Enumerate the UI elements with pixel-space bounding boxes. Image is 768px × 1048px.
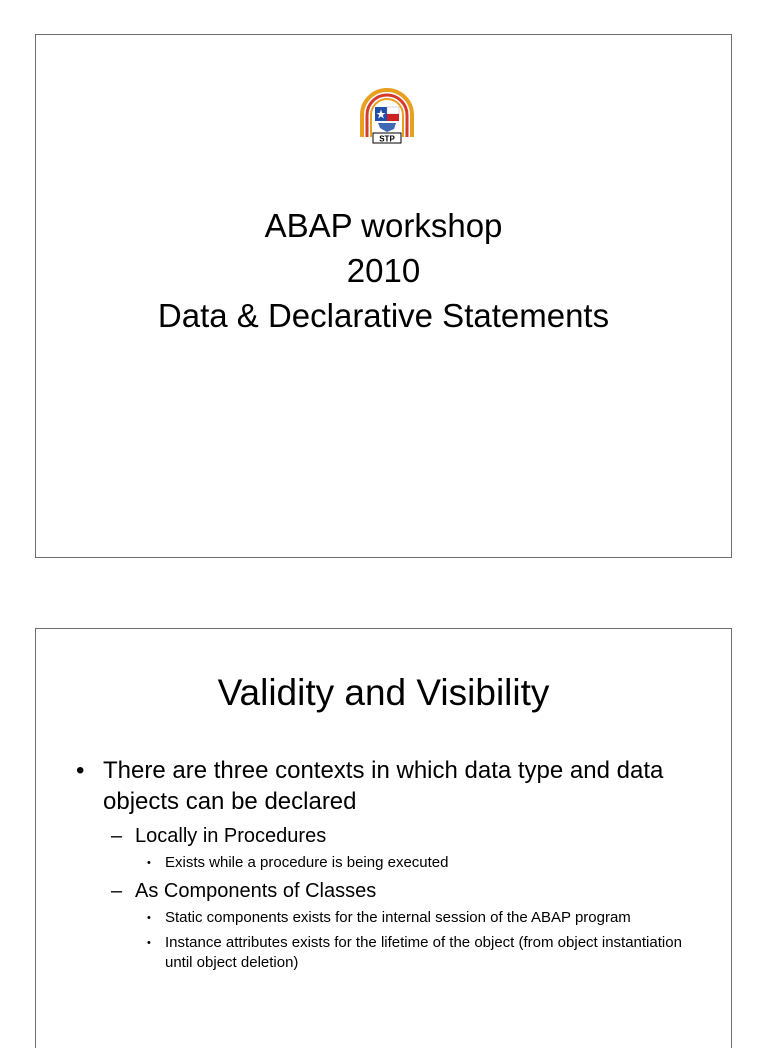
bullet-item <box>36 755 731 817</box>
bullet-list <box>36 755 731 978</box>
bullet-text: There are three contexts in which data type and data objects can be declared <box>103 757 664 815</box>
sub-sub-bullet-item <box>36 853 731 873</box>
title-slide <box>35 34 732 558</box>
sub-sub-bullet-text: Static components exists for the internal session of the ABAP program <box>165 909 631 926</box>
sub-sub-bullet-text: Exists while a procedure is being executed <box>165 854 449 871</box>
dash-mark: – <box>111 825 123 847</box>
sub-bullet-item <box>36 823 731 849</box>
title-line-3: Data & Declarative Statements <box>157 297 610 334</box>
logo-graphic <box>356 85 418 147</box>
svg-text:STP: STP <box>379 134 395 144</box>
sub-bullet-text: As Components of Classes <box>135 880 377 902</box>
sub-sub-bullet-item <box>36 908 731 928</box>
bullet-mark: • <box>147 912 151 924</box>
dash-mark: – <box>111 880 123 902</box>
sub-sub-bullet-text: Instance attributes exists for the lifetime of the object (from object instantiation until object deletion) <box>165 934 682 971</box>
presentation-title <box>36 203 731 338</box>
sub-bullet-text: Locally in Procedures <box>135 825 327 847</box>
slide-title: Validity and Visibility <box>217 672 550 713</box>
bullet-mark: • <box>147 937 151 949</box>
title-line-1: ABAP workshop <box>264 207 503 244</box>
bullet-mark: • <box>147 857 151 869</box>
sub-sub-bullet-item <box>36 933 731 973</box>
stp-logo <box>356 85 418 147</box>
sub-bullet-item <box>36 878 731 904</box>
title-line-2: 2010 <box>346 252 421 289</box>
content-slide <box>35 628 732 1048</box>
bullet-mark: • <box>76 757 85 784</box>
